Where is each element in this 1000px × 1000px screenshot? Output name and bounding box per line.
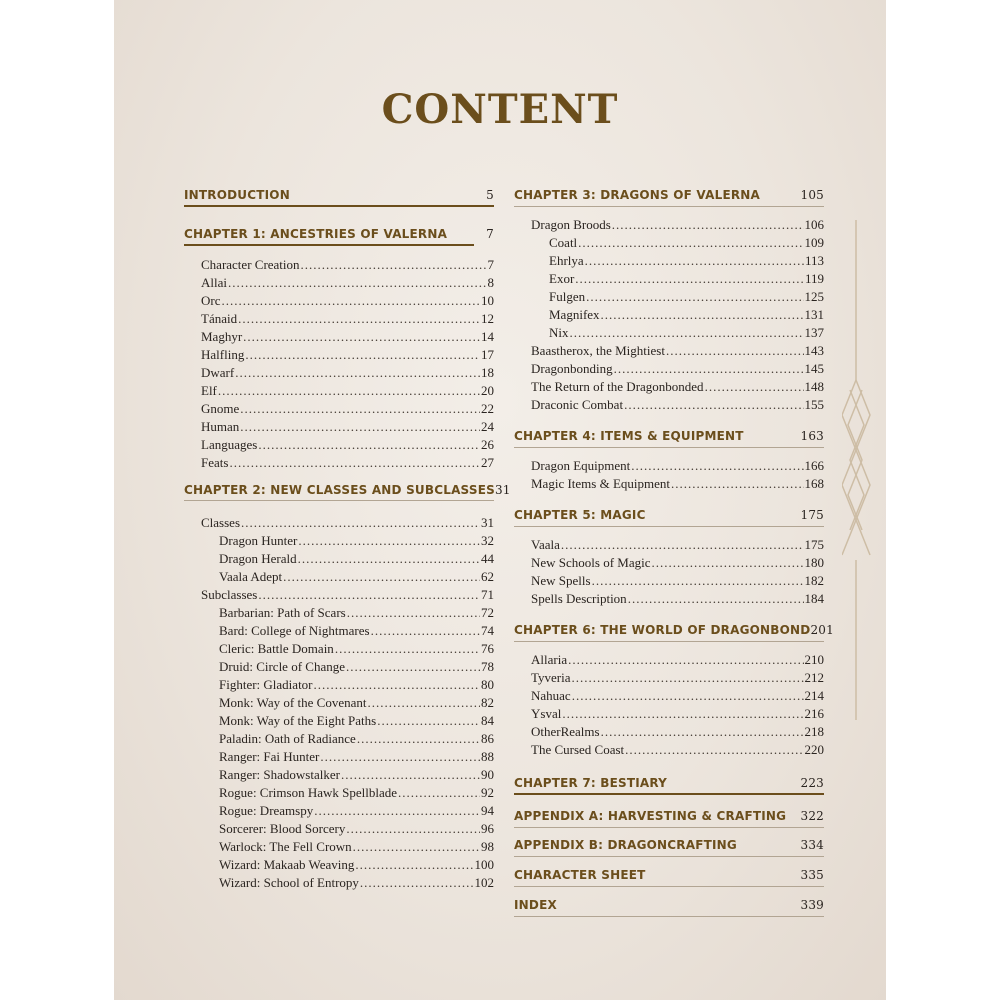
toc-entry[interactable] [201,749,494,767]
toc-section-chapter-4[interactable] [514,429,824,443]
entry-label: Character Creation [201,257,300,272]
section-title: APPENDIX A: HARVESTING & CRAFTING [514,809,787,823]
dot-leader [601,307,804,323]
chapter-2-entries [184,515,494,893]
entry-label: The Cursed Coast [531,742,625,757]
entry-page: 145 [804,361,824,376]
section-page: 223 [800,776,824,790]
section-title: CHAPTER 7: BESTIARY [514,776,668,790]
dot-leader [570,325,804,341]
entry-label: Exor [549,271,575,286]
entry-page: 76 [481,641,494,656]
entry-label: Wizard: Makaab Weaving [219,857,355,872]
entry-page: 214 [804,688,824,703]
toc-entry[interactable] [201,551,494,569]
entry-label: Dragon Broods [531,217,611,232]
section-page: 339 [800,898,824,912]
entry-page: 44 [481,551,494,566]
section-page: 175 [800,508,824,522]
chapter-1-entries [184,257,494,473]
toc-entry[interactable] [201,347,494,365]
section-title: CHARACTER SHEET [514,868,646,882]
entry-page: 113 [804,253,824,268]
section-divider [514,916,824,917]
entry-page: 84 [481,713,494,728]
entry-label: New Schools of Magic [531,555,651,570]
decorative-ornament-icon [842,220,872,720]
toc-entry[interactable] [531,361,824,379]
entry-page: 82 [481,695,494,710]
toc-section-chapter-1[interactable] [184,227,494,241]
entry-label: Rogue: Dreamspy [219,803,314,818]
toc-entry[interactable] [531,307,824,325]
dot-leader [355,857,473,873]
toc-section-chapter-7[interactable] [514,776,824,790]
dot-leader [572,688,804,704]
toc-section-chapter-2[interactable] [184,483,511,497]
entry-label: Magic Items & Equipment [531,476,671,491]
toc-section-character-sheet[interactable] [514,868,824,882]
toc-right-column [514,184,834,917]
section-title: CHAPTER 1: ANCESTRIES OF VALERNA [184,227,448,241]
section-page: 335 [800,868,824,882]
toc-entry[interactable] [201,695,494,713]
entry-label: Monk: Way of the Covenant [219,695,367,710]
toc-entry[interactable] [531,343,824,361]
dot-leader [367,695,480,711]
entry-label: OtherRealms [531,724,600,739]
toc-entry[interactable] [531,289,824,307]
entry-page: 119 [804,271,824,286]
toc-entry[interactable] [201,329,494,347]
toc-entry[interactable] [531,217,824,235]
dot-leader [568,652,803,668]
entry-label: Gnome [201,401,240,416]
dot-leader [371,623,480,639]
section-title: CHAPTER 3: DRAGONS OF VALERNA [514,188,761,202]
dot-leader [585,253,804,269]
section-divider [514,856,824,857]
entry-page: 100 [474,857,494,872]
entry-label: Dragon Hunter [219,533,298,548]
toc-section-chapter-5[interactable] [514,508,824,522]
toc-entry[interactable] [201,419,494,437]
toc-entry[interactable] [201,677,494,695]
entry-label: Ysval [531,706,562,721]
dot-leader [314,803,480,819]
entry-page: 212 [804,670,824,685]
entry-page: 12 [481,311,494,326]
entry-page: 62 [481,569,494,584]
toc-entry[interactable] [531,724,824,742]
dot-leader [240,401,480,417]
entry-page: 8 [487,275,494,290]
entry-label: Nix [549,325,569,340]
entry-label: Wizard: School of Entropy [219,875,359,890]
toc-section-chapter-6[interactable] [514,623,834,637]
entry-page: 88 [481,749,494,764]
entry-page: 166 [804,458,824,473]
section-divider [514,793,824,795]
entry-page: 180 [804,555,824,570]
dot-leader [377,713,480,729]
section-page: 31 [494,483,511,497]
toc-entry[interactable] [531,688,824,706]
section-divider [514,886,824,887]
page-title: CONTENT [381,86,619,133]
entry-page: 86 [481,731,494,746]
entry-page: 14 [481,329,494,344]
chapter-3-entries [514,217,824,415]
dot-leader [235,365,480,381]
entry-page: 78 [481,659,494,674]
dot-leader [243,329,480,345]
dot-leader [398,785,480,801]
entry-label: Sorcerer: Blood Sorcery [219,821,346,836]
dot-leader [228,275,487,291]
entry-label: Dragon Herald [219,551,297,566]
section-title: INTRODUCTION [184,188,290,202]
toc-entry[interactable] [201,401,494,419]
section-page: 322 [800,809,824,823]
section-divider [184,500,494,501]
section-page: 163 [800,429,824,443]
toc-entry[interactable] [201,821,494,839]
section-divider [514,206,824,207]
dot-leader [320,749,480,765]
toc-section-introduction[interactable] [184,188,494,202]
section-divider [514,526,824,527]
toc-entry[interactable] [201,311,494,329]
toc-entry[interactable] [201,533,494,551]
entry-label: Vaala Adept [219,569,283,584]
entry-label: Fighter: Gladiator [219,677,313,692]
entry-label: Paladin: Oath of Radiance [219,731,356,746]
entry-page: 72 [481,605,494,620]
toc-entry[interactable] [201,365,494,383]
dot-leader [346,659,480,675]
toc-entry[interactable] [201,713,494,731]
toc-page [114,0,886,1000]
dot-leader [218,383,480,399]
entry-page: 17 [481,347,494,362]
dot-leader [241,515,480,531]
entry-page: 175 [804,537,824,552]
entry-page: 92 [481,785,494,800]
entry-page: 109 [804,235,824,250]
entry-page: 220 [804,742,824,757]
entry-page: 102 [474,875,494,890]
entry-label: Draconic Combat [531,397,624,412]
entry-label: Rogue: Crimson Hawk Spellblade [219,785,398,800]
section-divider [514,641,824,642]
toc-entry[interactable] [201,731,494,749]
entry-label: Dwarf [201,365,235,380]
toc-entry[interactable] [531,742,824,760]
entry-page: 182 [804,573,824,588]
section-divider [514,827,824,828]
dot-leader [301,257,487,273]
dot-leader [346,821,480,837]
dot-leader [624,397,803,413]
entry-page: 125 [804,289,824,304]
entry-label: Vaala [531,537,560,552]
entry-label: Allaria [531,652,568,667]
toc-entry[interactable] [201,455,494,473]
toc-entry[interactable] [201,767,494,785]
toc-section-index[interactable] [514,898,824,912]
entry-label: Coatl [549,235,578,250]
toc-entry[interactable] [201,785,494,803]
dot-leader [628,591,804,607]
dot-leader [360,875,474,891]
entry-page: 32 [481,533,494,548]
toc-entry[interactable] [201,875,494,893]
toc-entry[interactable] [201,839,494,857]
toc-entry[interactable] [201,383,494,401]
dot-leader [283,569,480,585]
entry-label: Barbarian: Path of Scars [219,605,346,620]
toc-entry[interactable] [201,605,494,623]
dot-leader [614,361,804,377]
dot-leader [575,271,804,287]
entry-label: Ehrlya [549,253,584,268]
section-divider [184,205,494,207]
entry-page: 148 [804,379,824,394]
entry-label: Warlock: The Fell Crown [219,839,352,854]
entry-page: 98 [481,839,494,854]
entry-page: 155 [804,397,824,412]
entry-label: Subclasses [201,587,258,602]
entry-page: 218 [804,724,824,739]
dot-leader [572,670,804,686]
entry-page: 94 [481,803,494,818]
entry-label: Cleric: Battle Domain [219,641,334,656]
toc-entry[interactable] [201,275,494,293]
dot-leader [258,437,480,453]
dot-leader [240,419,480,435]
toc-entry[interactable] [201,641,494,659]
entry-page: 131 [804,307,824,322]
toc-entry[interactable] [531,537,824,555]
entry-label: Nahuac [531,688,571,703]
toc-entry[interactable] [531,458,824,476]
toc-entry[interactable] [531,652,824,670]
entry-label: Maghyr [201,329,243,344]
section-divider [514,447,824,448]
entry-label: Classes [201,515,240,530]
entry-page: 24 [481,419,494,434]
section-page: 334 [800,838,824,852]
toc-entry[interactable] [531,670,824,688]
entry-page: 90 [481,767,494,782]
toc-entry[interactable] [201,257,494,275]
entry-label: Tyveria [531,670,571,685]
dot-leader [222,293,481,309]
dot-leader [238,311,480,327]
entry-label: Orc [201,293,221,308]
dot-leader [298,533,480,549]
toc-entry[interactable] [531,379,824,397]
entry-label: Monk: Way of the Eight Paths [219,713,377,728]
dot-leader [353,839,480,855]
toc-entry[interactable] [531,235,824,253]
entry-page: 7 [487,257,494,272]
section-title: CHAPTER 2: NEW CLASSES AND SUBCLASSES [184,483,495,497]
dot-leader [347,605,480,621]
toc-entry[interactable] [201,803,494,821]
entry-label: Tánaid [201,311,238,326]
section-page: 201 [810,623,834,637]
entry-label: The Return of the Dragonbonded [531,379,704,394]
entry-page: 31 [481,515,494,530]
section-page: 105 [800,188,824,202]
entry-page: 18 [481,365,494,380]
entry-label: Druid: Circle of Change [219,659,345,674]
toc-entry[interactable] [531,591,824,609]
toc-entry[interactable] [531,271,824,289]
entry-page: 26 [481,437,494,452]
section-title: APPENDIX B: DRAGONCRAFTING [514,838,737,852]
dot-leader [592,573,804,589]
entry-label: Elf [201,383,217,398]
dot-leader [561,537,804,553]
dot-leader [705,379,804,395]
toc-entry[interactable] [201,437,494,455]
dot-leader [357,731,480,747]
dot-leader [601,724,804,740]
entry-label: Allai [201,275,227,290]
dot-leader [314,677,480,693]
toc-entry[interactable] [201,569,494,587]
toc-entry[interactable] [201,515,494,533]
entry-label: Bard: College of Nightmares [219,623,370,638]
toc-entry[interactable] [531,555,824,573]
dot-leader [229,455,480,471]
entry-page: 27 [481,455,494,470]
toc-entry[interactable] [201,857,494,875]
dot-leader [652,555,804,571]
entry-page: 96 [481,821,494,836]
dot-leader [258,587,480,603]
toc-entry[interactable] [531,397,824,415]
entry-page: 80 [481,677,494,692]
chapter-6-entries [514,652,824,760]
entry-label: Ranger: Shadowstalker [219,767,340,782]
toc-section-appendix-a[interactable] [514,809,824,823]
entry-label: Baastherox, the Mightiest [531,343,665,358]
dot-leader [298,551,480,567]
chapter-5-entries [514,537,824,609]
entry-label: Dragonbonding [531,361,613,376]
toc-section-appendix-b[interactable] [514,838,824,852]
entry-label: Languages [201,437,258,452]
entry-label: Magnifex [549,307,600,322]
entry-page: 184 [804,591,824,606]
entry-page: 106 [804,217,824,232]
dot-leader [578,235,803,251]
entry-page: 74 [481,623,494,638]
entry-page: 10 [481,293,494,308]
entry-label: New Spells [531,573,591,588]
toc-entry[interactable] [201,623,494,641]
toc-section-chapter-3[interactable] [514,188,824,202]
toc-left-column [184,184,511,893]
dot-leader [586,289,803,305]
entry-page: 22 [481,401,494,416]
toc-entry[interactable] [531,325,824,343]
entry-label: Human [201,419,240,434]
entry-page: 216 [804,706,824,721]
toc-entry[interactable] [531,476,824,494]
section-page: 7 [486,227,494,241]
toc-entry[interactable] [201,293,494,311]
toc-entry[interactable] [531,253,824,271]
section-title: CHAPTER 4: ITEMS & EQUIPMENT [514,429,744,443]
dot-leader [562,706,803,722]
dot-leader [666,343,804,359]
entry-label: Halfling [201,347,245,362]
entry-page: 137 [804,325,824,340]
section-page: 5 [486,188,494,202]
chapter-4-entries [514,458,824,494]
entry-label: Fulgen [549,289,586,304]
section-title: CHAPTER 6: THE WORLD OF DRAGONBOND [514,623,811,637]
toc-entry[interactable] [201,659,494,677]
entry-page: 210 [804,652,824,667]
entry-label: Feats [201,455,229,470]
section-divider [184,244,474,246]
dot-leader [245,347,480,363]
dot-leader [612,217,804,233]
toc-entry[interactable] [201,587,494,605]
dot-leader [341,767,480,783]
entry-page: 143 [804,343,824,358]
dot-leader [631,458,803,474]
dot-leader [335,641,480,657]
entry-label: Ranger: Fai Hunter [219,749,320,764]
toc-entry[interactable] [531,706,824,724]
section-title: CHAPTER 5: MAGIC [514,508,646,522]
entry-label: Spells Description [531,591,627,606]
section-title: INDEX [514,898,557,912]
dot-leader [671,476,803,492]
entry-page: 168 [804,476,824,491]
entry-page: 71 [481,587,494,602]
dot-leader [625,742,803,758]
entry-page: 20 [481,383,494,398]
toc-entry[interactable] [531,573,824,591]
entry-label: Dragon Equipment [531,458,631,473]
